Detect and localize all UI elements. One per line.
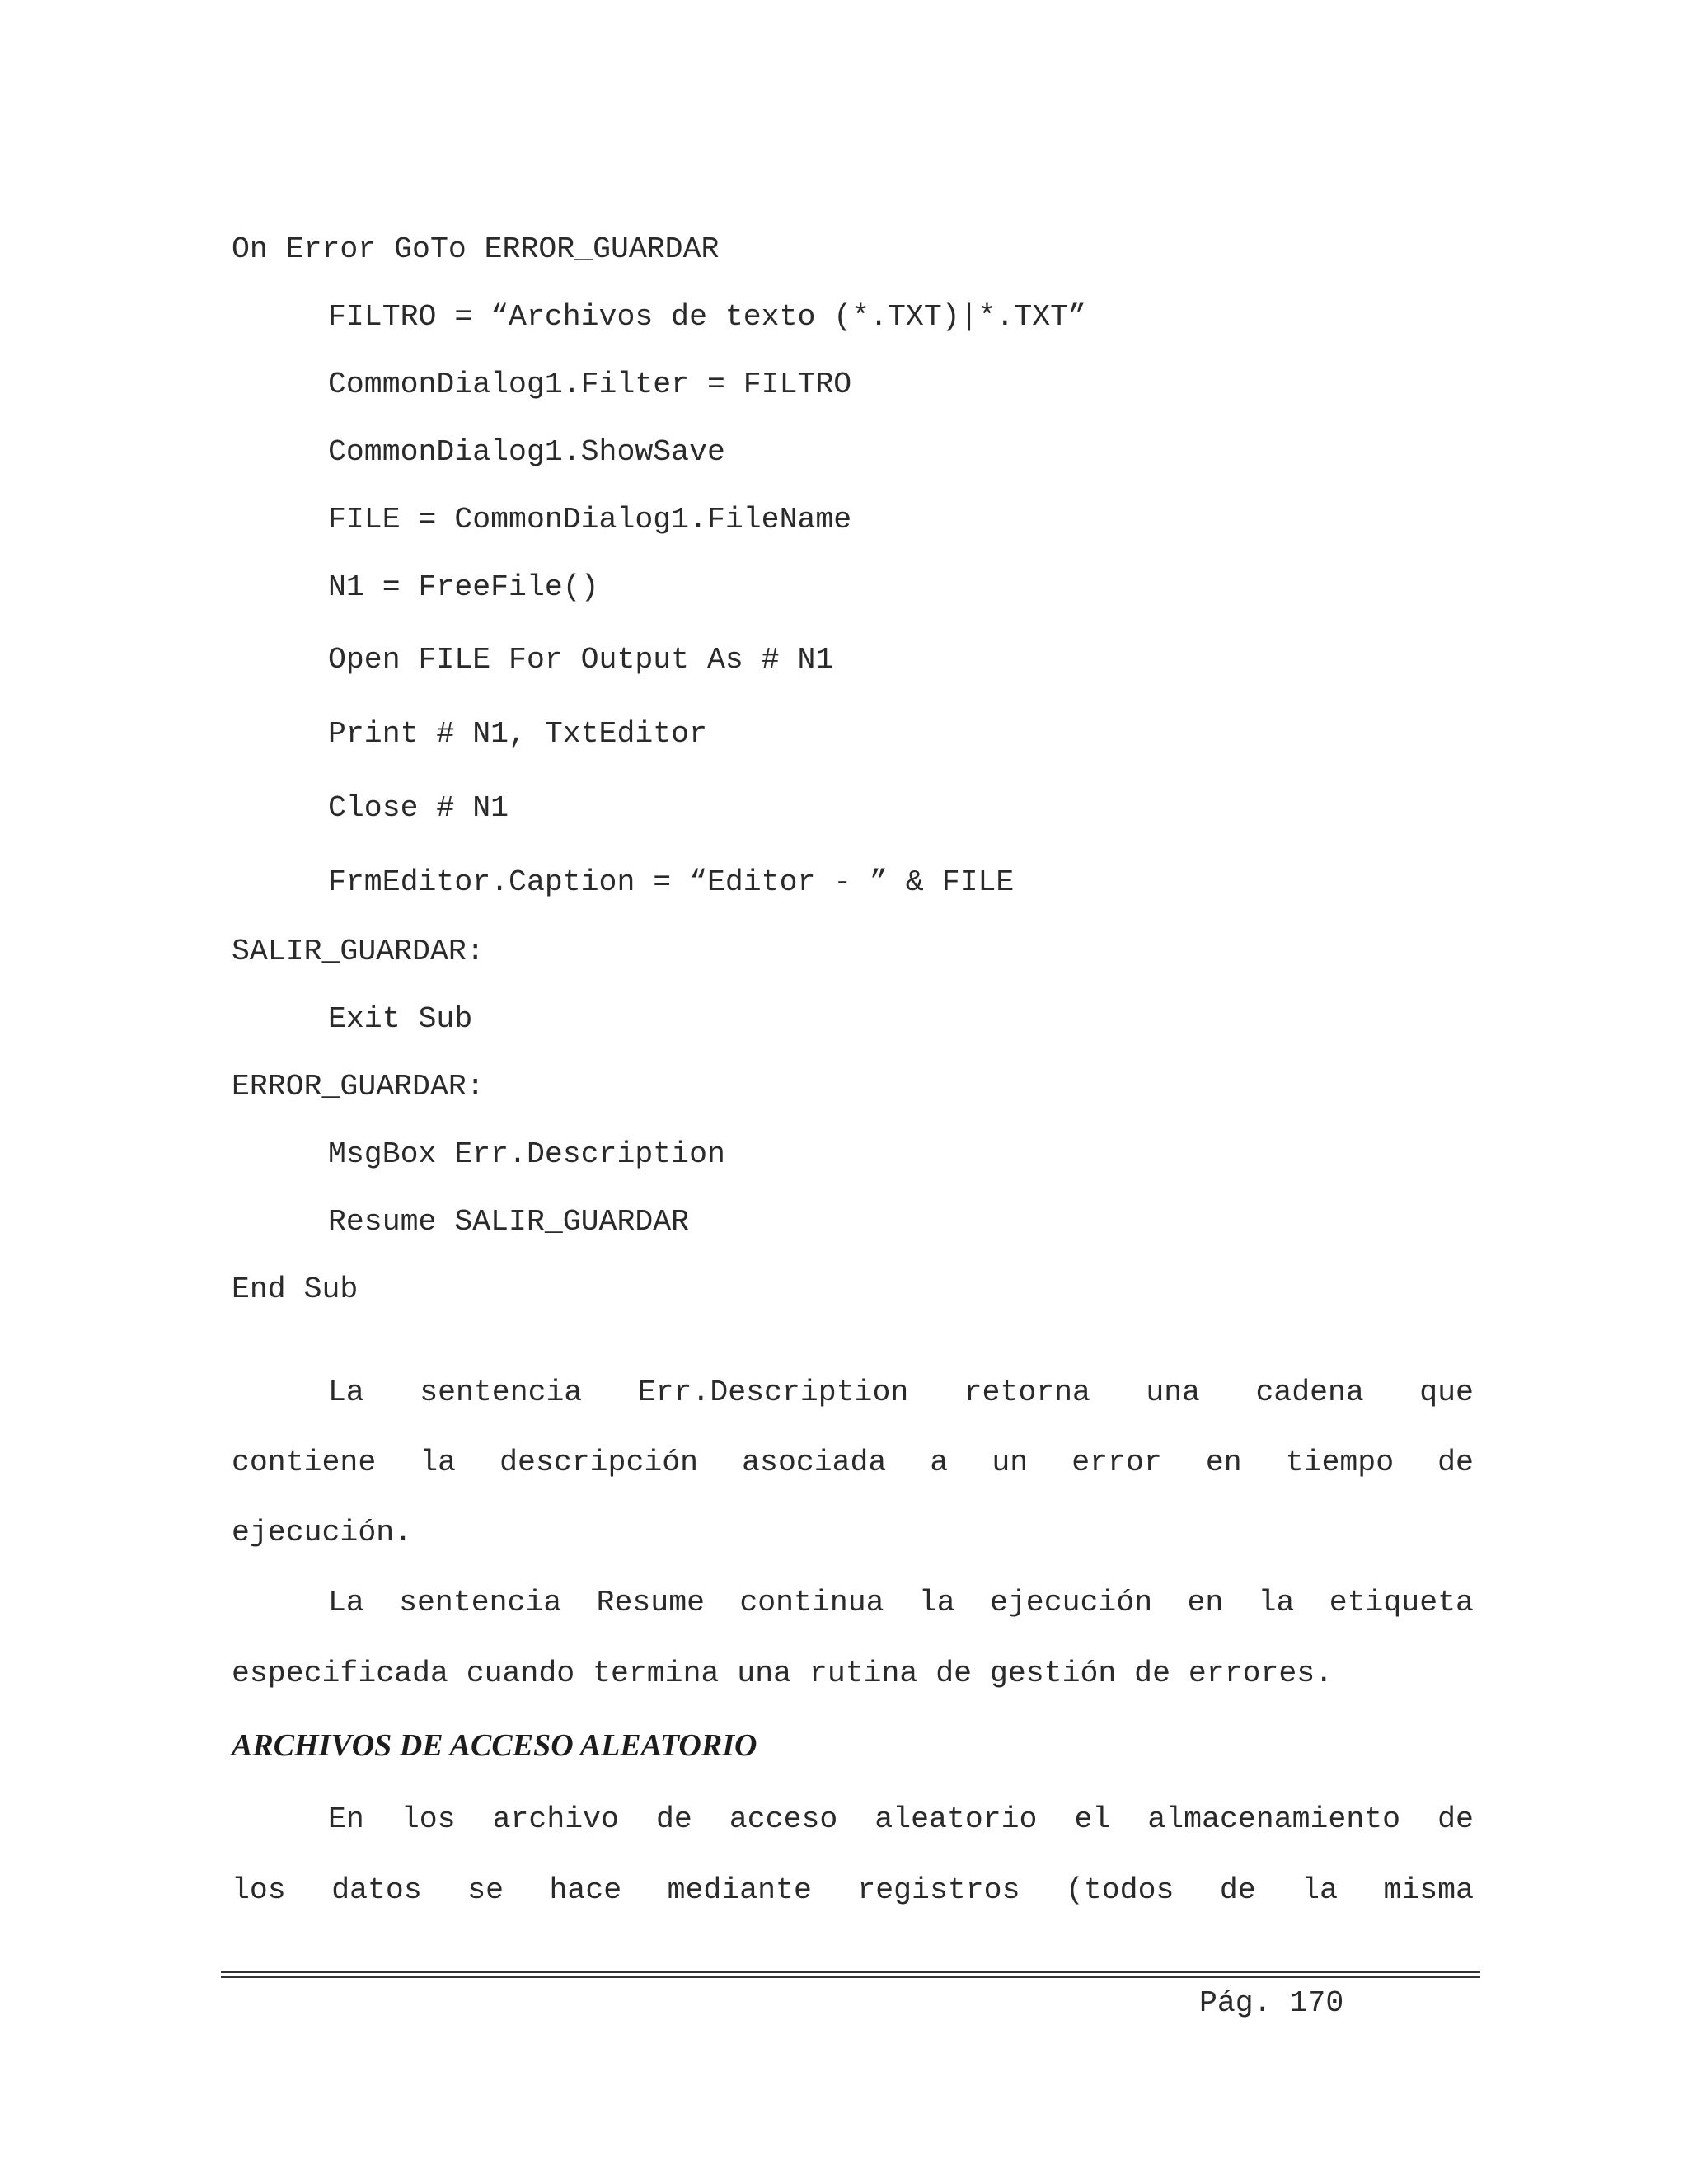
word: los: [401, 1802, 456, 1836]
word: de: [1437, 1446, 1474, 1479]
word: el: [1074, 1802, 1111, 1836]
word: la: [1301, 1873, 1338, 1907]
word: ejecución: [989, 1586, 1153, 1619]
word: la: [420, 1446, 457, 1479]
word: a: [930, 1446, 949, 1479]
word: acceso: [729, 1802, 838, 1836]
word: que: [1419, 1376, 1474, 1409]
code-line: FILTRO = “Archivos de texto (*.TXT)|*.TXT”: [328, 300, 1086, 334]
section-heading: ARCHIVOS DE ACCESO ALEATORIO: [232, 1728, 757, 1763]
word: los: [232, 1873, 286, 1907]
word: en: [1187, 1586, 1224, 1619]
word: contiene: [232, 1446, 377, 1479]
justified-line: [232, 1448, 1474, 1479]
word: (todos: [1065, 1873, 1175, 1907]
code-line: CommonDialog1.Filter = FILTRO: [328, 368, 852, 401]
justified-line: [328, 1588, 1474, 1619]
page-number: Pág. 170: [1199, 1986, 1344, 2020]
footer-rule-bottom: [221, 1976, 1480, 1978]
code-label: SALIR_GUARDAR:: [232, 935, 485, 968]
word: la: [1258, 1586, 1295, 1619]
word: en: [1205, 1446, 1242, 1479]
word: de: [1437, 1802, 1474, 1836]
code-line: On Error GoTo ERROR_GUARDAR: [232, 232, 720, 266]
word: datos: [331, 1873, 422, 1907]
word: almacenamiento: [1147, 1802, 1401, 1836]
word: asociada: [742, 1446, 887, 1479]
word: hace: [549, 1873, 622, 1907]
word: sentencia: [399, 1586, 562, 1619]
code-line: End Sub: [232, 1272, 359, 1306]
word: error: [1071, 1446, 1162, 1479]
word: se: [467, 1873, 504, 1907]
justified-line: [232, 1873, 1474, 1907]
word: la: [918, 1586, 955, 1619]
code-label: ERROR_GUARDAR:: [232, 1070, 485, 1104]
code-line: Open FILE For Output As # N1: [328, 643, 834, 677]
code-line: Resume SALIR_GUARDAR: [328, 1205, 690, 1239]
word: un: [992, 1446, 1029, 1479]
word: descripción: [499, 1446, 699, 1479]
word: continua: [739, 1586, 884, 1619]
word: La: [328, 1376, 364, 1409]
word: La: [328, 1586, 364, 1619]
word: Resume: [596, 1586, 705, 1619]
footer-rule-top: [221, 1971, 1480, 1973]
word: Err.Description: [637, 1376, 909, 1409]
paragraph-line: ejecución.: [232, 1516, 413, 1549]
word: mediante: [667, 1873, 812, 1907]
justified-line: [328, 1802, 1474, 1836]
word: retorna: [964, 1376, 1090, 1409]
word: cadena: [1255, 1376, 1364, 1409]
word: registros: [857, 1873, 1020, 1907]
code-line: MsgBox Err.Description: [328, 1137, 725, 1171]
code-line: N1 = FreeFile(): [328, 570, 599, 604]
word: de: [1219, 1873, 1256, 1907]
justified-line: [328, 1378, 1474, 1408]
code-line: Exit Sub: [328, 1002, 473, 1036]
word: etiqueta: [1329, 1586, 1474, 1619]
word: En: [328, 1802, 364, 1836]
code-line: CommonDialog1.ShowSave: [328, 435, 725, 469]
paragraph-line: especificada cuando termina una rutina de gestión de errores.: [232, 1657, 1334, 1690]
word: sentencia: [420, 1376, 583, 1409]
word: archivo: [492, 1802, 619, 1836]
word: una: [1146, 1376, 1201, 1409]
code-line: FILE = CommonDialog1.FileName: [328, 503, 852, 537]
word: misma: [1383, 1873, 1474, 1907]
word: tiempo: [1285, 1446, 1395, 1479]
code-line: Print # N1, TxtEditor: [328, 717, 707, 751]
word: de: [656, 1802, 692, 1836]
code-line: FrmEditor.Caption = “Editor - ” & FILE: [328, 865, 1015, 899]
code-line: Close # N1: [328, 791, 509, 825]
word: aleatorio: [874, 1802, 1038, 1836]
